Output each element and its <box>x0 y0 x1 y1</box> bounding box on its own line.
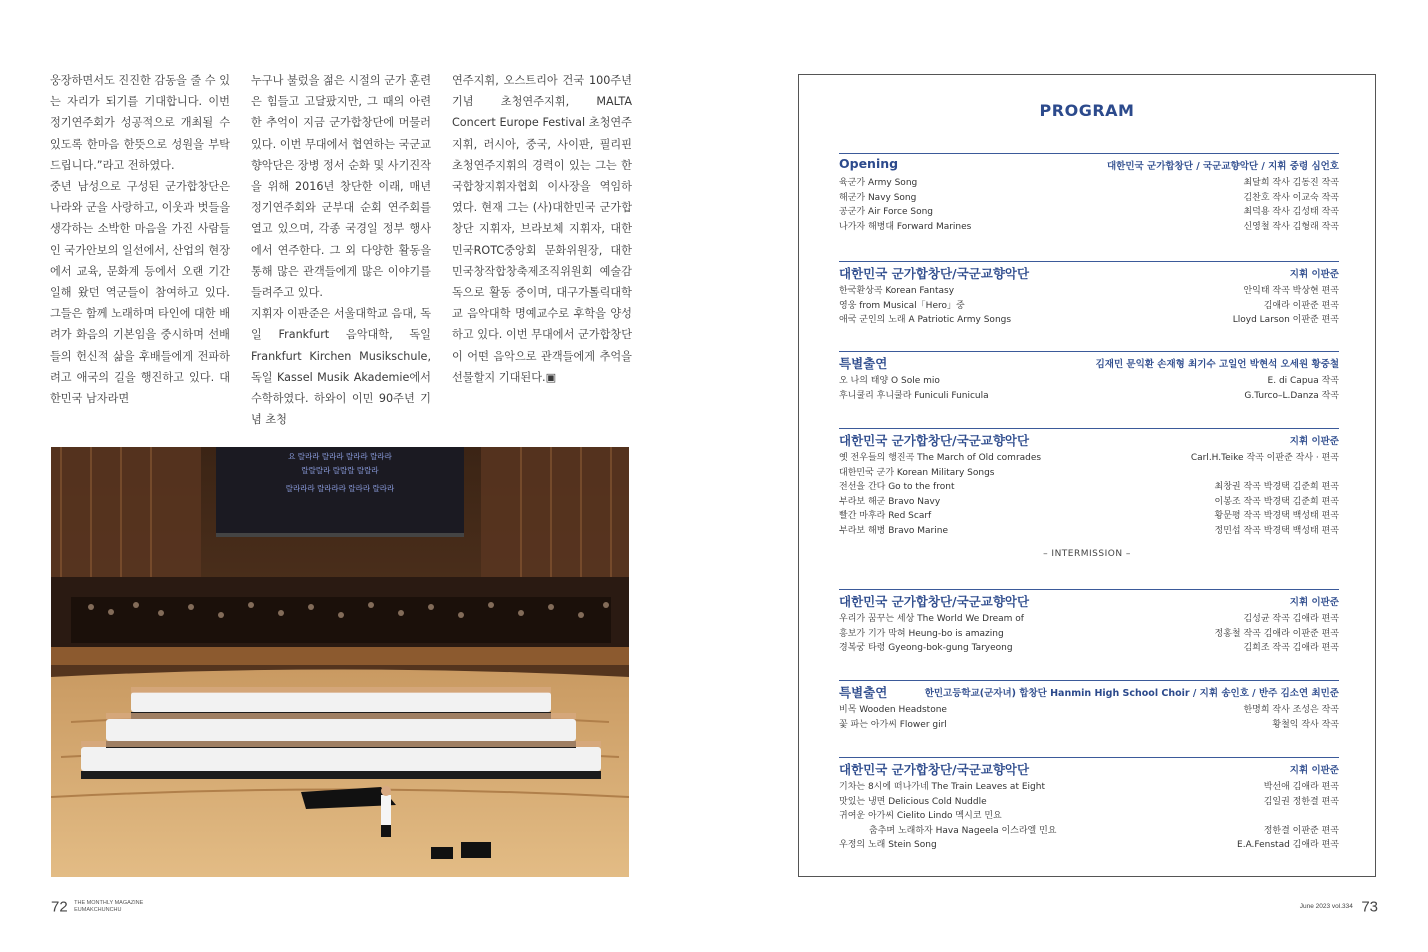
screen-lyric-2: 랄랄랄라 랄랄랄 랄랄라 <box>301 466 379 475</box>
program-item <box>839 626 1339 641</box>
piece-title: 육군가 Army Song <box>839 178 918 188</box>
magazine-name-line1: THE MONTHLY MAGAZINE <box>74 900 144 907</box>
magazine-name <box>74 900 143 913</box>
piece-credit: 김애라 이판준 편곡 <box>1263 300 1339 311</box>
program-item <box>839 779 1339 794</box>
piece-credit: 정홍철 작곡 김애라 이판준 편곡 <box>1214 628 1339 639</box>
screen-lyric-3: 랄라라라 랄라라라 랄라라 랄라라 <box>285 484 395 493</box>
paragraph: 누구나 불렀을 젊은 시절의 군가 훈련은 힘들고 고달팠지만, 그 때의 아련한 추억이 지금 군가합창단에 머물러 있다. 이번 무대에서 협연하는 국군교향악단은 장병 정서 순화 및 사기진작을 위해 2016년 창단한 이래, 매년 정기연주회와 군부대 순회 연주회를 열고 있으며, 각종 국경일 정부 행사에서 연주한다. 그 외 다양한 활동을 통해 많은 관객들에게 많은 이야기를 들려주고 있다. <box>251 74 431 300</box>
program-section <box>839 351 1339 402</box>
program-section <box>839 589 1339 655</box>
piece-title: 전선을 간다 Go to the front <box>839 482 955 492</box>
program-item <box>839 175 1339 190</box>
section-title: Opening <box>839 156 899 171</box>
piece-title: 기차는 8시에 떠나가네 The Train Leaves at Eight <box>839 782 1045 792</box>
page-number: 72 <box>51 898 68 916</box>
piece-title: 나가자 해병대 Forward Marines <box>839 221 972 232</box>
piece-credit: 정민섭 작곡 박경택 백성태 편곡 <box>1214 525 1339 536</box>
section-performers: 지휘 이판준 <box>1289 436 1339 447</box>
piece-credit: Carl.H.Teike 작곡 이판준 작사 · 편곡 <box>1190 453 1339 463</box>
program-item <box>839 190 1339 205</box>
program-item <box>839 312 1339 327</box>
section-performers: 지휘 이판준 <box>1289 597 1339 608</box>
section-header <box>839 153 1339 175</box>
piece-credit: 한명희 작사 조성은 작곡 <box>1243 705 1339 715</box>
program-item <box>839 204 1339 219</box>
piece-title: 빨간 마후라 Red Scarf <box>839 511 932 521</box>
section-performers: 김재민 문익환 손재형 최기수 고일언 박현석 오세원 황중철 <box>1095 359 1339 370</box>
issue-info: June 2023 vol.334 <box>1299 903 1353 911</box>
piece-title: 부라보 해군 Bravo Navy <box>839 496 941 507</box>
section-header <box>839 589 1339 611</box>
program-item <box>839 283 1339 298</box>
magazine-name-line2: EUMAKCHUNCHU <box>74 906 122 913</box>
page-number: 73 <box>1361 898 1378 916</box>
program-item <box>839 450 1339 465</box>
piece-title: 옛 전우들의 행진곡 The March of Old comrades <box>839 453 1042 463</box>
screen-lyric-1: 요 랄라라 랄라라 랄라라 랄라라 <box>288 452 392 461</box>
piece-title: 대한민국 군가 Korean Military Songs <box>839 467 995 478</box>
section-header <box>839 351 1339 373</box>
piece-title: 우리가 꿈꾸는 세상 The World We Dream of <box>839 614 1024 624</box>
piece-title: 공군가 Air Force Song <box>839 207 934 217</box>
section-title: 특별출연 <box>839 356 888 371</box>
program-item <box>839 837 1339 852</box>
program-section <box>839 261 1339 327</box>
program-item <box>839 808 1339 823</box>
section-performers: 한민고등학교(군자녀) 합창단 Hanmin High School Choir / 지휘 송인호 / 반주 김소연 최민준 <box>924 688 1339 699</box>
piece-title: 오 나의 태양 O Sole mio <box>839 376 940 386</box>
section-title: 특별출연 <box>839 685 888 700</box>
piece-credit: 안익태 작곡 박상현 편곡 <box>1243 286 1339 296</box>
section-title: 대한민국 군가합창단/국군교향악단 <box>839 762 1030 777</box>
piece-title: 우정의 노래 Stein Song <box>839 840 937 850</box>
program-title: PROGRAM <box>1039 101 1135 120</box>
piece-title: 맛있는 냉면 Delicious Cold Nuddle <box>839 796 987 807</box>
piece-credit: Lloyd Larson 이판준 편곡 <box>1232 315 1339 325</box>
program-item <box>839 717 1339 732</box>
piece-credit: E. di Capua 작곡 <box>1267 376 1339 386</box>
piece-credit: 박선애 김애라 편곡 <box>1263 782 1339 792</box>
paragraph: 지휘자 이판준은 서울대학교 음대, 독일 Frankfurt 음악대학, 독일 Frankfurt Kirchen Musikschule, 독일 Kassel Musik Akademie에서 수학하였다. 하와이 이민 90주년 기념 초청 <box>251 307 431 427</box>
paragraph: 웅장하면서도 진진한 감동을 줄 수 있는 자리가 되기를 기대합니다. 이번 정기연주회가 성공적으로 개최될 수 있도록 한마음 한뜻으로 성원을 부탁드립니다.”라고 전하였다. <box>50 74 230 172</box>
program-box <box>798 74 1376 877</box>
piece-title: 영웅 from Musical「Hero」중 <box>839 300 965 311</box>
piece-title: 애국 군인의 노래 A Patriotic Army Songs <box>839 315 1012 325</box>
program-item <box>839 465 1339 480</box>
piece-credit: 김성균 작곡 김애라 편곡 <box>1243 614 1339 624</box>
piece-credit: 최창권 작곡 박경택 김준희 편곡 <box>1214 482 1339 492</box>
section-header <box>839 428 1339 450</box>
article-column-3 <box>452 70 632 388</box>
piece-credit: 이봉조 작곡 박경택 김준희 편곡 <box>1214 496 1339 507</box>
section-header <box>839 757 1339 779</box>
piece-credit: 김일권 정한결 편곡 <box>1263 796 1339 807</box>
concert-photo <box>51 447 629 877</box>
piece-credit: 황철익 작사 작곡 <box>1272 719 1339 730</box>
program-item <box>839 640 1339 655</box>
section-performers: 지휘 이판준 <box>1289 269 1339 280</box>
program-section <box>839 428 1339 537</box>
section-performers: 대한민국 군가합창단 / 국군교향악단 / 지휘 중령 심언호 <box>1107 161 1339 172</box>
program-item <box>839 373 1339 388</box>
program-section <box>839 757 1339 852</box>
piece-credit: 신영철 작사 김형래 작곡 <box>1243 221 1339 232</box>
program-section <box>839 680 1339 731</box>
piece-title: 한국환상곡 Korean Fantasy <box>839 286 955 296</box>
piece-credit: E.A.Fenstad 김애라 편곡 <box>1237 840 1339 850</box>
piece-credit: 김찬호 작사 이교숙 작곡 <box>1243 192 1339 203</box>
piece-credit: 정한결 이판준 편곡 <box>1263 825 1339 836</box>
concert-hall-illustration <box>51 447 629 877</box>
article-column-1 <box>50 70 230 409</box>
piece-title: 후니쿨리 후니쿨라 Funiculi Funicula <box>839 390 989 401</box>
piece-title: 귀여운 아가씨 Cielito Lindo 멕시코 민요 <box>839 811 1002 821</box>
program-item <box>839 611 1339 626</box>
section-header <box>839 261 1339 283</box>
piece-title: 부라보 해병 Bravo Marine <box>839 525 948 536</box>
program-item <box>839 219 1339 234</box>
piece-credit: 김희조 작곡 김애라 편곡 <box>1243 643 1339 653</box>
section-title: 대한민국 군가합창단/국군교향악단 <box>839 433 1030 448</box>
paragraph: 연주지휘, 오스트리아 건국 100주년 기념 초청연주지휘, MALTA Concert Europe Festival 초청연주지휘, 러시아, 중국, 사이판, 필리핀 초청연주지휘의 경력이 있는 그는 한국합창지휘자협회 이사장을 역임하였다. 현재 그는 (사)대한민국 군가합창단 지휘자, 브라보체 지휘자, 대한민국ROTC중앙회 문화위원장, 대한민국창작합창축제조직위원회 예술감독으로 활동 중이며, 대구가톨릭대학교 음악대학 명예교수로 후학을 양성하고 있다. 이번 무대에서 군가합창단이 어떤 음악으로 관객들에게 추억을 선물할지 기대된다.▣ <box>452 74 632 384</box>
piece-credit: 최달희 작사 김동진 작곡 <box>1243 178 1339 188</box>
paragraph: 중년 남성으로 구성된 군가합창단은 나라와 군을 사랑하고, 이웃과 벗들을 생각하는 소박한 마음을 가진 사람들인 국가안보의 일선에서, 산업의 현장에서 교육, 문화계 등에서 오랜 기간 일해 왔던 역군들이 참여하고 있다. 그들은 함께 노래하며 타인에 대한 배려가 화음의 기본임을 중시하며 선배들의 헌신적 삶을 후배들에게 전파하려고 애국의 길을 행진하고 있다. 대한민국 남자라면 <box>50 180 230 406</box>
program-item <box>839 823 1339 838</box>
piece-title: 경복궁 타령 Gyeong-bok-gung Taryeong <box>839 643 1013 653</box>
piece-credit: G.Turco–L.Danza 작곡 <box>1244 390 1339 401</box>
piece-title: 비목 Wooden Headstone <box>839 705 947 715</box>
section-title: 대한민국 군가합창단/국군교향악단 <box>839 594 1030 609</box>
program-item <box>839 479 1339 494</box>
piece-credit: 최덕용 작사 김성태 작곡 <box>1243 207 1339 217</box>
program-item <box>839 494 1339 509</box>
program-item <box>839 523 1339 538</box>
program-item <box>839 298 1339 313</box>
section-performers: 지휘 이판준 <box>1289 765 1339 776</box>
page-folio-right <box>1300 898 1378 916</box>
section-title: 대한민국 군가합창단/국군교향악단 <box>839 266 1030 281</box>
piece-title: 춤추며 노래하자 Hava Nageela 이스라엘 민요 <box>869 825 1057 836</box>
piece-credit: 황문평 작곡 박경택 백성태 편곡 <box>1214 511 1339 521</box>
intermission-label: – INTERMISSION – <box>1043 549 1131 559</box>
program-section <box>839 153 1339 233</box>
page-folio-left <box>51 898 143 916</box>
piece-title: 꽃 파는 아가씨 Flower girl <box>839 719 947 730</box>
program-item <box>839 508 1339 523</box>
program-item <box>839 388 1339 403</box>
program-item <box>839 702 1339 717</box>
article-column-2 <box>251 70 431 430</box>
piece-title: 해군가 Navy Song <box>839 192 917 203</box>
program-item <box>839 794 1339 809</box>
section-header <box>839 680 1339 702</box>
piece-title: 흥보가 기가 막혀 Heung-bo is amazing <box>839 628 1004 639</box>
